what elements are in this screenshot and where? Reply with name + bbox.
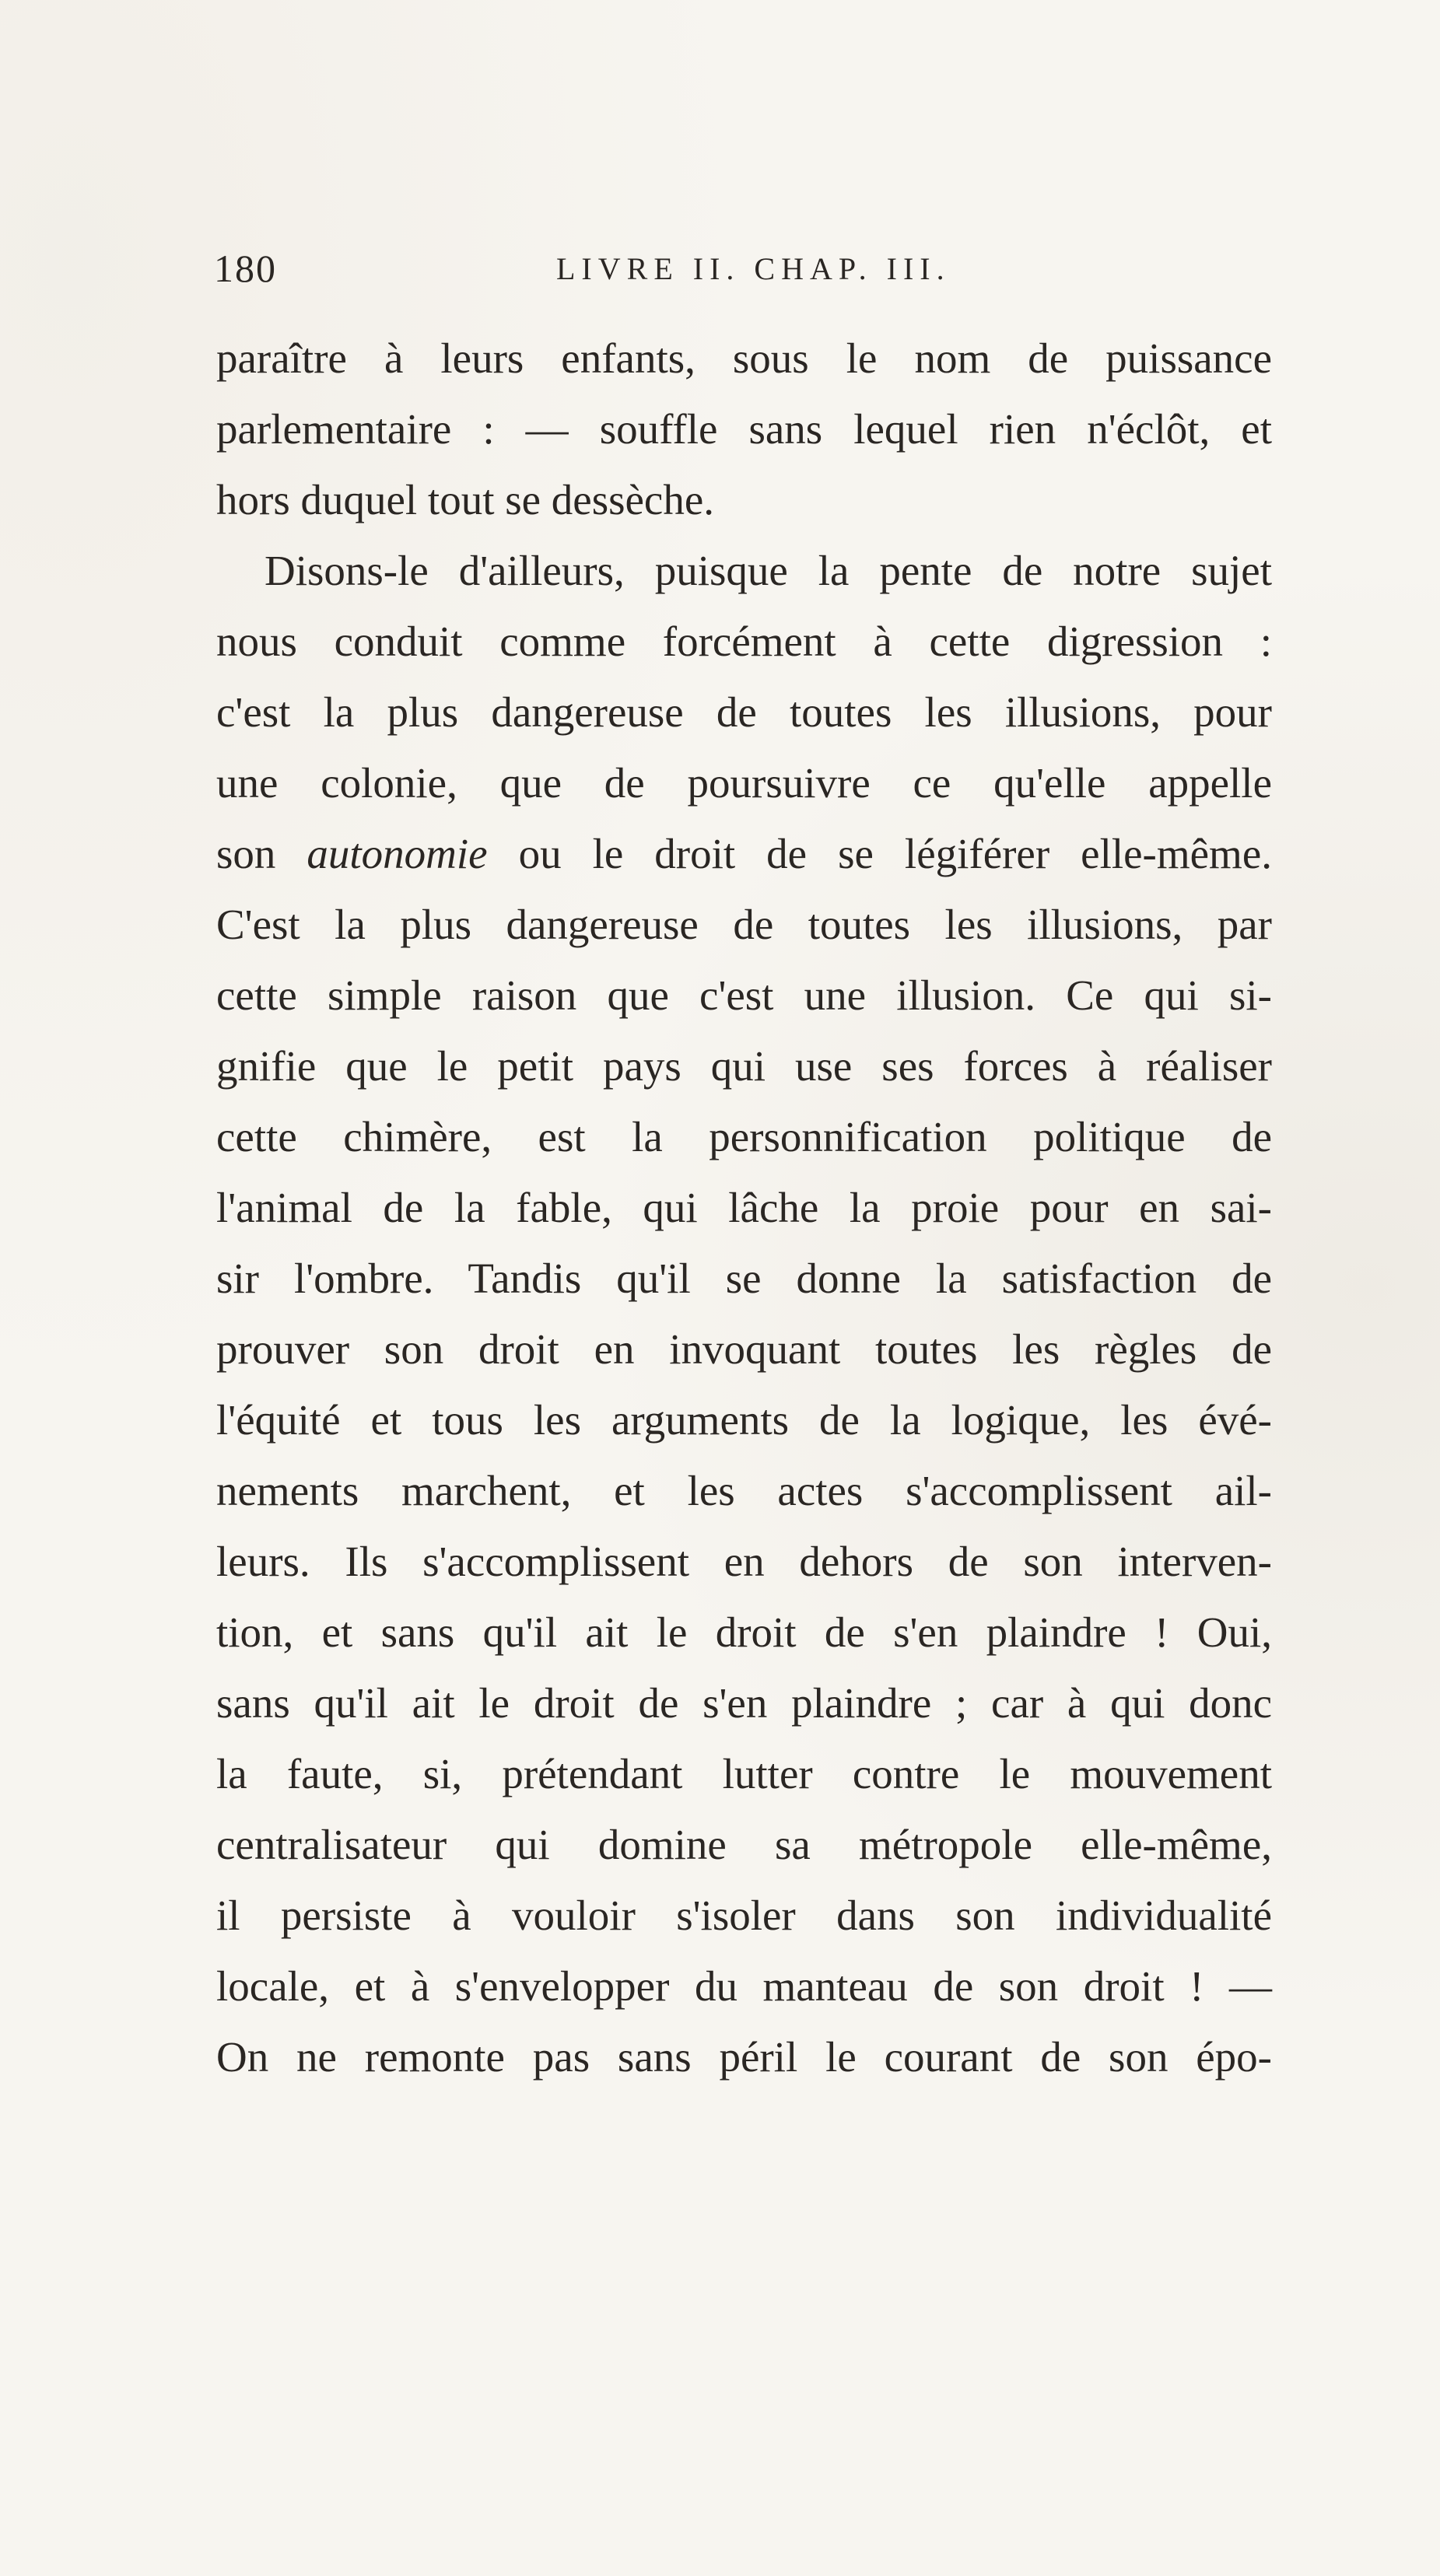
text-line: locale, et à s'envelopper du manteau de son droit ! — xyxy=(216,1962,1272,2010)
text-line: sans qu'il ait le droit de s'en plaindre ; car à qui donc xyxy=(216,1679,1272,1727)
text-line: On ne remonte pas sans péril le courant de son épo- xyxy=(216,2033,1272,2081)
text-line: cette chimère, est la personnification politique de xyxy=(216,1113,1272,1160)
text-line: nous conduit comme forcément à cette digression : xyxy=(216,618,1272,665)
text-line: une colonie, que de poursuivre ce qu'elle appelle xyxy=(216,759,1272,807)
text-line: nements marchent, et les actes s'accomplissent ail- xyxy=(216,1467,1272,1514)
text-line: parlementaire : — souffle sans lequel rien n'éclôt, et xyxy=(216,405,1272,453)
text-line: l'animal de la fable, qui lâche la proie pour en sai- xyxy=(216,1184,1272,1231)
text-line: leurs. Ils s'accomplissent en dehors de son interven- xyxy=(216,1538,1272,1585)
text-line: Disons-le d'ailleurs, puisque la pente de notre sujet xyxy=(265,547,1272,594)
text-line: la faute, si, prétendant lutter contre le mouvement xyxy=(216,1750,1272,1797)
text-line: il persiste à vouloir s'isoler dans son individualité xyxy=(216,1892,1272,1939)
text-line-with-italic xyxy=(216,818,1272,889)
text-line: hors duquel tout se dessèche. xyxy=(216,476,714,523)
text-line: l'équité et tous les arguments de la logique, les évé- xyxy=(216,1396,1272,1444)
text-line: tion, et sans qu'il ait le droit de s'en plaindre ! Oui, xyxy=(216,1608,1272,1656)
text-segment: ou le droit de se légiférer elle-même. xyxy=(487,830,1272,877)
text-line: C'est la plus dangereuse de toutes les illusions, par xyxy=(216,901,1272,948)
italic-word: autonomie xyxy=(307,830,488,877)
text-line: c'est la plus dangereuse de toutes les illusions, pour xyxy=(216,688,1272,736)
text-segment: son xyxy=(216,830,307,877)
text-line: sir l'ombre. Tandis qu'il se donne la satisfaction de xyxy=(216,1255,1272,1302)
page-number: 180 xyxy=(214,247,277,290)
running-head: LIVRE II. CHAP. III. xyxy=(556,251,951,286)
text-line: cette simple raison que c'est une illusion. Ce qui si- xyxy=(216,971,1272,1019)
text-line: gnifie que le petit pays qui use ses forces à réaliser xyxy=(216,1042,1272,1090)
body-text xyxy=(216,323,1272,2092)
text-line: prouver son droit en invoquant toutes les règles de xyxy=(216,1325,1272,1373)
text-line: centralisateur qui domine sa métropole elle-même, xyxy=(216,1821,1272,1868)
text-line: paraître à leurs enfants, sous le nom de puissance xyxy=(216,334,1272,382)
page-header xyxy=(214,246,1280,300)
